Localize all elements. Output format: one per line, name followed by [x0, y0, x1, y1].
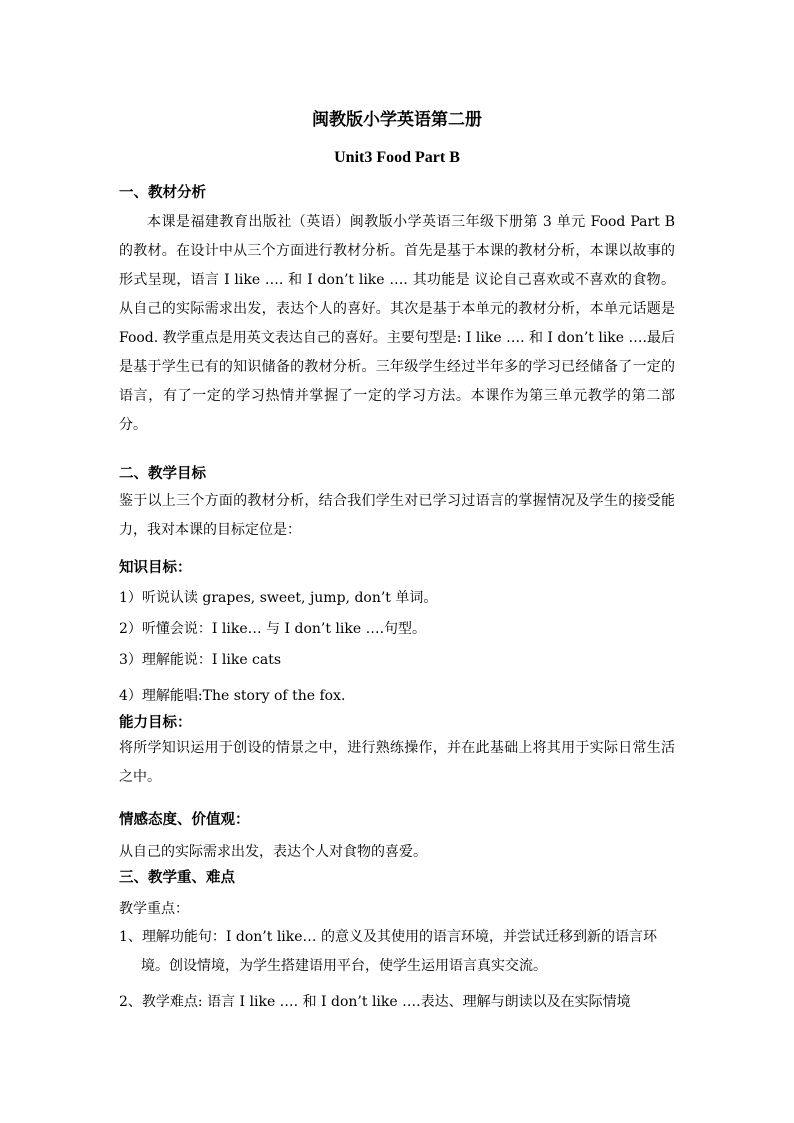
knowledge-goal-item: 1）听说认读 grapes, sweet, jump, don’t 单词。	[119, 590, 438, 606]
knowledge-goal-item: 3）理解能说：I like cats	[119, 652, 282, 668]
teaching-goals-intro: 鉴于以上三个方面的教材分析，结合我们学生对已学习过语言的掌握情况及学生的接受能力，我对本课的目标定位是：	[119, 493, 675, 538]
document-title: 闽教版小学英语第二册	[312, 110, 482, 130]
key-point-item: 1、理解功能句：I don’t like… 的意义及其使用的语言环境，并尝试迁移到新的语言环境。创设情境，为学生搭建语用平台，使学生运用语言真实交流。	[119, 929, 657, 974]
section-heading-key-difficult: 三、教学重、难点	[119, 869, 235, 886]
section-heading-textbook-analysis: 一、教材分析	[119, 184, 206, 201]
knowledge-goal-item: 2）听懂会说：I like… 与 I don’t like ….句型。	[119, 621, 427, 637]
knowledge-goal-item: 4）理解能唱:The story of the fox.	[119, 688, 346, 704]
document-subtitle: Unit3 Food Part B	[334, 149, 460, 166]
section-heading-teaching-goals: 二、教学目标	[119, 465, 206, 482]
teaching-key-label: 教学重点：	[119, 901, 189, 917]
textbook-analysis-paragraph: 本课是福建教育出版社（英语）闽教版小学英语三年级下册第 3 单元 Food Part B 的教材。在设计中从三个方面进行教材分析。首先是基于本课的教材分析，本课以故事的形式呈现，语言 I like …. 和 I don’t like …. 其功能是 议论自己喜欢或不喜欢的食物。从自己的实际需求出发，表达个人的喜好。其次是基于本单元的教材分析，本单元话题是 Food. 教学重点是用英文表达自己的喜好。主要句型是: I like …. 和 I don’t like ….最后是基于学生已有的知识储备的教材分析。三年级学生经过半年多的学习已经储备了一定的语言，有了一定的学习热情并掌握了一定的学习方法。本课作为第三单元教学的第二部分。	[119, 214, 675, 433]
emotion-values-heading: 情感态度、价值观：	[119, 811, 250, 828]
ability-goals-paragraph: 将所学知识运用于创设的情景之中，进行熟练操作，并在此基础上将其用于实际日常生活之中。	[119, 740, 675, 785]
knowledge-goals-heading: 知识目标：	[119, 559, 192, 576]
ability-goals-heading: 能力目标：	[119, 714, 192, 731]
difficult-point-item: 2、教学难点: 语言 I like …. 和 I don’t like ….表达、理解与朗读以及在实际情境	[119, 994, 631, 1010]
emotion-values-paragraph: 从自己的实际需求出发，表达个人对食物的喜爱。	[119, 844, 427, 860]
